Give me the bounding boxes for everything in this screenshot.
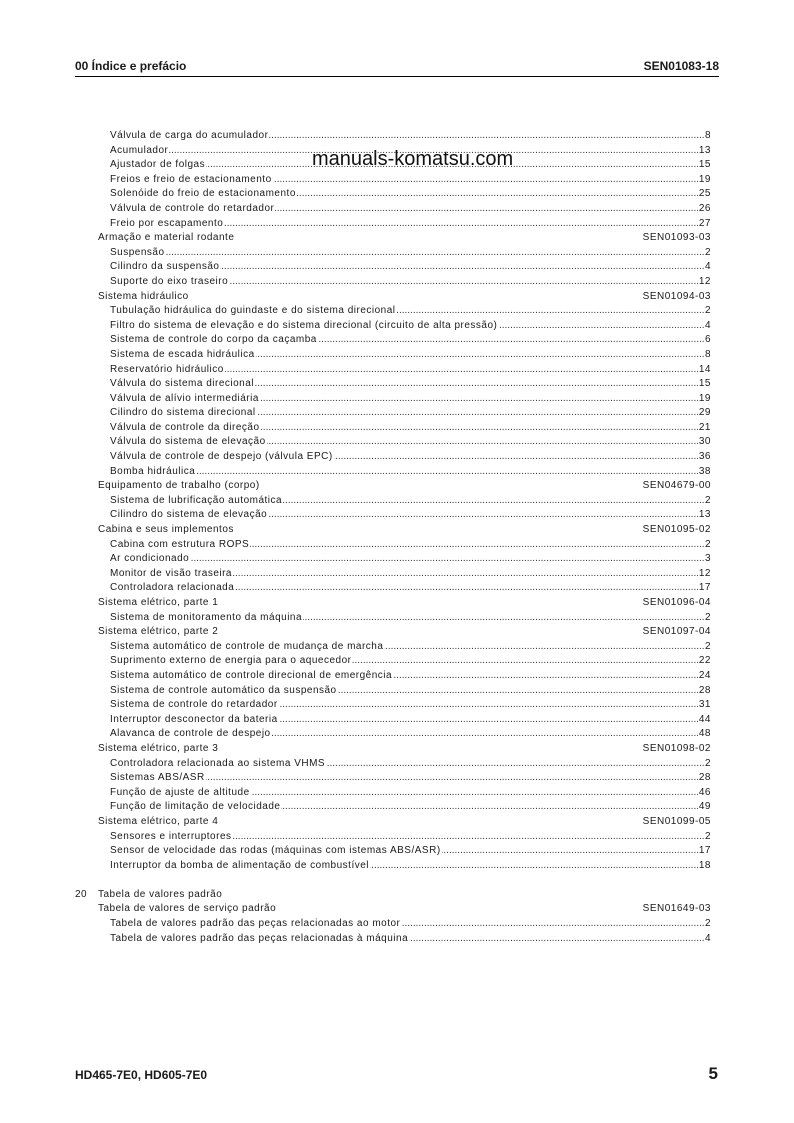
toc-entry-row <box>75 173 711 188</box>
toc-document-code: SEN01094-03 <box>642 290 711 305</box>
toc-entry-title: Sistema de lubrificação automática <box>110 494 283 506</box>
toc-page-number: 2 <box>704 538 711 553</box>
toc-page-number: 8 <box>704 348 711 363</box>
toc-page-number: 2 <box>704 830 711 845</box>
toc-page-number: 48 <box>698 727 711 742</box>
toc-chapter-row <box>75 231 711 246</box>
toc-entry-row <box>75 581 711 596</box>
toc-entry-row <box>75 377 711 392</box>
leader-dots <box>110 465 711 480</box>
toc-page-number: 36 <box>698 450 711 465</box>
toc-entry-row <box>75 640 711 655</box>
toc-entry-title: Sistema automático de controle de mudança de marcha <box>110 640 384 652</box>
toc-entry-row <box>75 567 711 582</box>
toc-page-number: 15 <box>698 158 711 173</box>
toc-entry-title: Suspensão <box>110 246 165 258</box>
toc-document-code: SEN01097-04 <box>642 625 711 640</box>
toc-entry-title: Controladora relacionada <box>110 582 235 594</box>
toc-entry-title: Sensor de velocidade das rodas (máquinas com istemas ABS/ASR) <box>110 845 441 857</box>
toc-block <box>75 129 711 873</box>
toc-entry-title: Sistema elétrico, parte 1 <box>98 597 219 608</box>
toc-page-number: 30 <box>698 435 711 450</box>
toc-entry-row <box>75 465 711 480</box>
toc-page-number: 26 <box>698 202 711 217</box>
toc-page-number: 2 <box>704 494 711 509</box>
toc-entry-title: Sistema hidráulico <box>98 290 189 302</box>
toc-entry-title: Função de ajuste de altitude <box>110 786 250 798</box>
toc-entry-title: Sistema automático de controle direcional de emergência <box>110 669 393 681</box>
toc-page-number: 28 <box>698 684 711 699</box>
leader-dots <box>110 552 711 567</box>
toc-chapter-row <box>75 479 711 494</box>
toc-entry-row <box>75 757 711 772</box>
toc-page-number: 49 <box>698 800 711 815</box>
toc-entry-title: Sistema elétrico, parte 3 <box>98 742 219 754</box>
watermark: manuals-komatsu.com <box>312 148 514 170</box>
toc-page-number: 13 <box>698 144 711 159</box>
toc-page-number: 2 <box>704 757 711 772</box>
toc-entry-row <box>75 304 711 319</box>
toc-entry-title: Válvula de carga do acumulador <box>110 130 269 141</box>
toc-entry-title: Freios e freio de estacionamento <box>110 173 272 185</box>
toc-entry-row <box>75 392 711 407</box>
toc-page-number: 19 <box>698 173 711 188</box>
toc-page-number: 2 <box>704 246 711 261</box>
toc-page-number: 44 <box>698 713 711 728</box>
toc-entry-row <box>75 450 711 465</box>
toc-page-number: 29 <box>698 406 711 421</box>
toc-page-number: 17 <box>698 844 711 859</box>
section-title: 00 Índice e prefácio <box>75 59 187 73</box>
toc-chapter-row <box>75 625 711 640</box>
toc-entry-title: Equipamento de trabalho (corpo) <box>98 480 260 492</box>
toc-entry-row <box>75 260 711 275</box>
page-header <box>75 58 719 77</box>
toc-page-number: 21 <box>698 421 711 436</box>
toc-entry-title: Ar condicionado <box>110 553 190 565</box>
toc-page-number: 12 <box>698 567 711 582</box>
toc-entry-title: Sistema elétrico, parte 2 <box>98 626 219 638</box>
toc-page-number: 17 <box>698 581 711 596</box>
toc-page-number: 3 <box>704 552 711 567</box>
toc-entry-title: Cilindro da suspensão <box>110 261 220 273</box>
toc-entry-row <box>75 187 711 202</box>
toc-entry-title: Função de limitação de velocidade <box>110 801 281 813</box>
toc-document-code: SEN01098-02 <box>642 742 711 757</box>
toc-entry-row <box>75 552 711 567</box>
toc-page-number: 4 <box>704 932 711 947</box>
toc-entry-row <box>75 333 711 348</box>
toc-page-number: 31 <box>698 698 711 713</box>
toc-entry-row <box>75 611 711 626</box>
toc-chapter-row <box>75 902 711 917</box>
toc-document-code: SEN01095-02 <box>642 523 711 538</box>
toc-page-number: 2 <box>704 640 711 655</box>
toc-entry-row <box>75 363 711 378</box>
toc-entry-title: Cilindro do sistema direcional <box>110 407 256 419</box>
toc-entry-row <box>75 144 711 159</box>
toc-page-number: 4 <box>704 319 711 334</box>
toc-entry-title: Cilindro do sistema de elevação <box>110 509 268 521</box>
toc-entry-row <box>75 844 711 859</box>
toc-page-number: 22 <box>698 654 711 669</box>
toc-entry-title: Sistema de escada hidráulica <box>110 348 255 360</box>
toc-entry-title: Válvula de controle da direção <box>110 421 260 433</box>
section-heading-title: Tabela de valores padrão <box>98 888 223 900</box>
toc-entry-title: Sistema de controle do retardador <box>110 699 278 711</box>
toc-entry-title: Bomba hidráulica <box>110 465 196 477</box>
toc-entry-title: Válvula do sistema de elevação <box>110 436 266 448</box>
toc-page-number: 19 <box>698 392 711 407</box>
toc-entry-row <box>75 786 711 801</box>
table-of-contents <box>75 129 711 946</box>
toc-page-number: 28 <box>698 771 711 786</box>
toc-entry-title: Monitor de visão traseira <box>110 567 232 579</box>
toc-entry-row <box>75 406 711 421</box>
toc-entry-title: Válvula do sistema direcional <box>110 378 255 390</box>
toc-entry-title: Solenóide do freio de estacionamento <box>110 188 296 200</box>
page-number: 5 <box>708 1064 718 1083</box>
leader-dots <box>110 246 711 261</box>
document-code: SEN01083-18 <box>643 59 719 73</box>
toc-entry-row <box>75 698 711 713</box>
toc-entry-title: Filtro do sistema de elevação e do sistema direcional (circuito de alta pressão) <box>110 319 498 331</box>
toc-entry-row <box>75 669 711 684</box>
toc-page-number: 8 <box>704 129 711 144</box>
toc-chapter-row <box>75 742 711 757</box>
toc-entry-row <box>75 830 711 845</box>
toc-entry-row <box>75 859 711 874</box>
toc-entry-title: Controladora relacionada ao sistema VHMS <box>110 757 326 769</box>
toc-entry-title: Sensores e interruptores <box>110 830 232 842</box>
toc-entry-row <box>75 917 711 932</box>
toc-document-code: SEN01099-05 <box>642 815 711 830</box>
toc-entry-title: Acumulador <box>110 144 169 156</box>
toc-entry-title: Interruptor da bomba de alimentação de combustível <box>110 859 370 871</box>
toc-entry-title: Sistema de controle automático da suspensão <box>110 684 337 696</box>
toc-entry-title: Sistema de controle do corpo da caçamba <box>110 334 317 346</box>
toc-entry-row <box>75 800 711 815</box>
toc-page-number: 13 <box>698 508 711 523</box>
toc-entry-row <box>75 538 711 553</box>
toc-page-number: 2 <box>704 304 711 319</box>
toc-entry-title: Ajustador de folgas <box>110 159 206 171</box>
toc-entry-title: Cabina e seus implementos <box>98 524 234 536</box>
toc-entry-row <box>75 348 711 363</box>
section-heading <box>75 888 711 903</box>
toc-entry-title: Tubulação hidráulica do guindaste e do sistema direcional <box>110 305 396 317</box>
toc-entry-row <box>75 246 711 261</box>
toc-entry-title: Suprimento externo de energia para o aquecedor <box>110 655 352 667</box>
toc-page-number: 25 <box>698 187 711 202</box>
toc-entry-row <box>75 713 711 728</box>
toc-entry-title: Interruptor desconector da bateria <box>110 713 278 725</box>
toc-chapter-row <box>75 815 711 830</box>
toc-entry-title: Freio por escapamento <box>110 217 224 229</box>
toc-entry-row <box>75 435 711 450</box>
toc-entry-title: Tabela de valores padrão das peças relacionadas à máquina <box>110 932 409 944</box>
toc-entry-row <box>75 654 711 669</box>
toc-document-code: SEN04679-00 <box>642 479 711 494</box>
toc-page-number: 46 <box>698 786 711 801</box>
toc-entry-row <box>75 508 711 523</box>
toc-entry-title: Válvula de controle de despejo (válvula EPC) <box>110 451 333 463</box>
toc-entry-row <box>75 202 711 217</box>
toc-entry-title: Válvula de controle do retardador <box>110 202 275 214</box>
toc-entry-title: Válvula de alívio intermediária <box>110 392 259 404</box>
toc-page-number: 2 <box>704 917 711 932</box>
toc-entry-title: Sistema de monitoramento da máquina <box>110 611 303 623</box>
toc-page-number: 15 <box>698 377 711 392</box>
footer-models: HD465-7E0, HD605-7E0 <box>75 1068 208 1082</box>
toc-entry-title: Suporte do eixo traseiro <box>110 275 229 287</box>
toc-entry-row <box>75 275 711 290</box>
toc-chapter-row <box>75 596 711 611</box>
toc-page-number: 14 <box>698 363 711 378</box>
toc-entry-title: Armação e material rodante <box>98 232 235 244</box>
toc-entry-row <box>75 217 711 232</box>
toc-entry-title: Cabina com estrutura ROPS <box>110 538 250 550</box>
toc-entry-row <box>75 319 711 334</box>
toc-page-number: 38 <box>698 465 711 480</box>
toc-entry-row <box>75 727 711 742</box>
toc-entry-row <box>75 684 711 699</box>
toc-page-number: 4 <box>704 260 711 275</box>
toc-document-code: SEN01096-04 <box>642 596 711 611</box>
toc-document-code: SEN01093-03 <box>642 231 711 246</box>
toc-page-number: 27 <box>698 217 711 232</box>
toc-page-number: 24 <box>698 669 711 684</box>
leader-dots <box>110 144 711 159</box>
toc-entry-title: Alavanca de controle de despejo <box>110 728 271 740</box>
toc-entry-row <box>75 932 711 947</box>
toc-entry-title: Tabela de valores de serviço padrão <box>98 903 277 915</box>
toc-entry-row <box>75 421 711 436</box>
toc-entry-title: Sistemas ABS/ASR <box>110 772 205 784</box>
toc-entry-row <box>75 129 711 144</box>
toc-chapter-row <box>75 290 711 305</box>
toc-entry-row <box>75 158 711 173</box>
toc-entry-row <box>75 494 711 509</box>
toc-entry-row <box>75 771 711 786</box>
toc-entry-title: Sistema elétrico, parte 4 <box>98 815 219 827</box>
toc-entry-title: Reservatório hidráulico <box>110 363 224 375</box>
toc-page-number: 18 <box>698 859 711 874</box>
toc-page-number: 12 <box>698 275 711 290</box>
spacer <box>75 873 711 888</box>
section-number: 20 <box>75 888 88 900</box>
toc-entry-title: Tabela de valores padrão das peças relacionadas ao motor <box>110 918 401 930</box>
toc-page-number: 6 <box>704 333 711 348</box>
toc-block <box>75 902 711 946</box>
toc-chapter-row <box>75 523 711 538</box>
toc-document-code: SEN01649-03 <box>642 902 711 917</box>
toc-page-number: 2 <box>704 611 711 626</box>
